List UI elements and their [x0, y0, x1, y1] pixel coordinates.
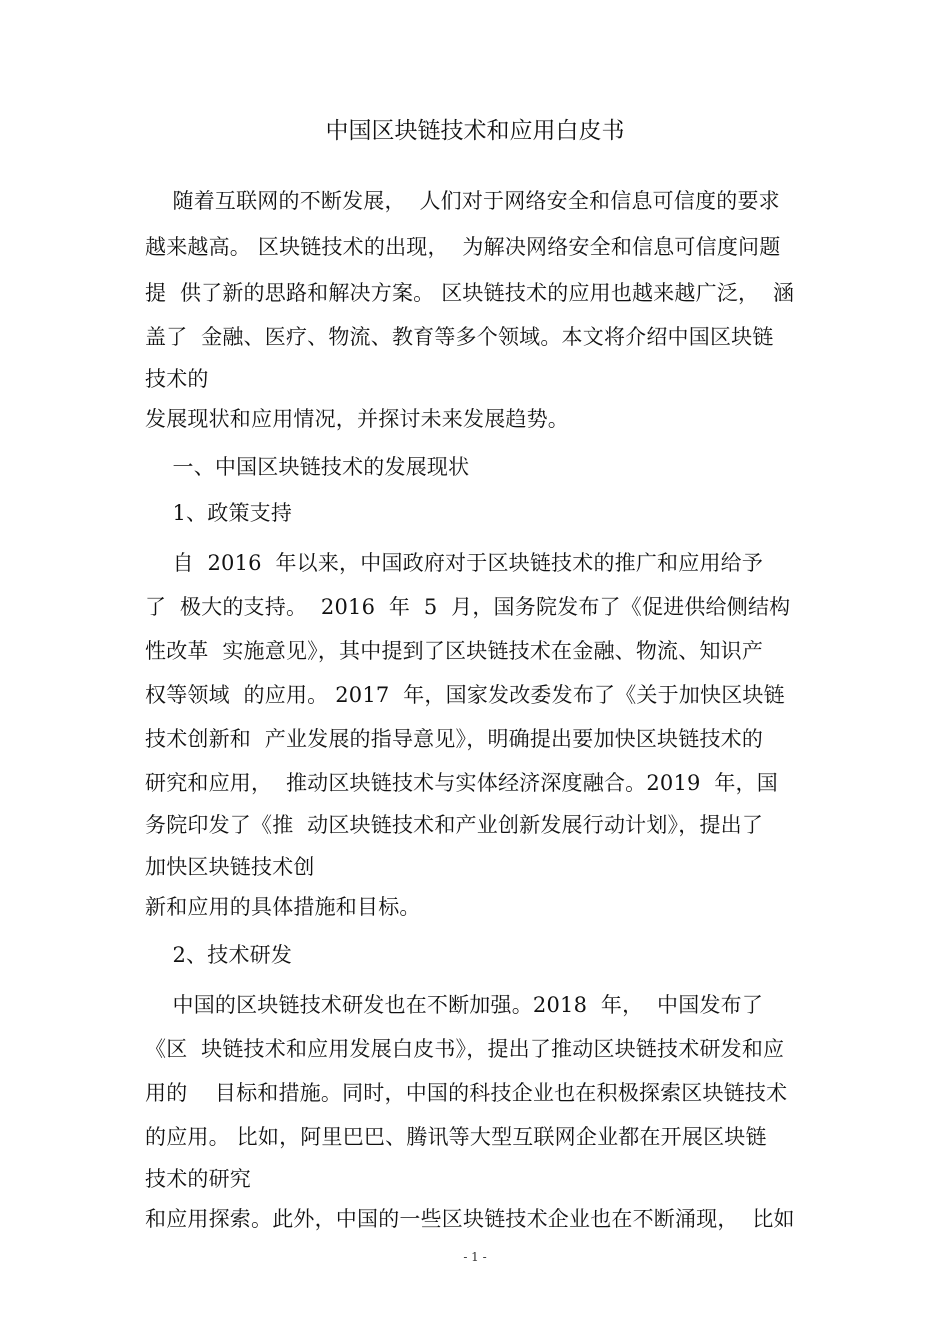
- body-line: 技术的研究: [145, 1167, 251, 1191]
- subsection-heading: 1、政策支持: [145, 501, 293, 525]
- document-title: 中国区块链技术和应用白皮书: [325, 118, 625, 144]
- body-line: 技术的: [145, 367, 209, 391]
- body-line: 自 2016 年以来，中国政府对于区块链技术的推广和应用给予: [145, 551, 764, 575]
- body-line: 随着互联网的不断发展， 人们对于网络安全和信息可信度的要求: [145, 189, 780, 213]
- body-line: 性改革 实施意见》，其中提到了区块链技术在金融、物流、知识产: [145, 639, 764, 663]
- body-line: 越来越高。 区块链技术的出现， 为解决网络安全和信息可信度问题: [145, 235, 781, 259]
- body-line: 新和应用的具体措施和目标。: [145, 895, 421, 919]
- body-line: 中国的区块链技术研发也在不断加强。2018 年， 中国发布了: [145, 993, 764, 1017]
- page-number: - 1 -: [463, 1250, 487, 1264]
- body-line: 加快区块链技术创: [145, 855, 315, 879]
- body-line: 研究和应用， 推动区块链技术与实体经济深度融合。2019 年，国: [145, 771, 778, 795]
- body-line: 《区 块链技术和应用发展白皮书》，提出了推动区块链技术研发和应: [145, 1037, 785, 1061]
- section-heading: 一、中国区块链技术的发展现状: [145, 455, 470, 479]
- body-line: 发展现状和应用情况，并探讨未来发展趋势。: [145, 407, 569, 431]
- body-line: 盖了 金融、医疗、物流、教育等多个领域。本文将介绍中国区块链: [145, 325, 774, 349]
- body-line: 提 供了新的思路和解决方案。 区块链技术的应用也越来越广泛， 涵: [145, 281, 795, 305]
- body-line: 了 极大的支持。 2016 年 5 月，国务院发布了《促进供给侧结构: [145, 595, 791, 619]
- body-line: 权等领域 的应用。 2017 年，国家发改委发布了《关于加快区块链: [145, 683, 785, 707]
- body-line: 务院印发了《推 动区块链技术和产业创新发展行动计划》，提出了: [145, 813, 764, 837]
- body-line: 技术创新和 产业发展的指导意见》，明确提出要加快区块链技术的: [145, 727, 764, 751]
- body-line: 的应用。 比如，阿里巴巴、腾讯等大型互联网企业都在开展区块链: [145, 1125, 767, 1149]
- body-line: 用的 目标和措施。同时，中国的科技企业也在积极探索区块链技术: [145, 1081, 788, 1105]
- subsection-heading: 2、技术研发: [145, 943, 293, 967]
- body-line: 和应用探索。此外，中国的一些区块链技术企业也在不断涌现， 比如: [145, 1207, 795, 1231]
